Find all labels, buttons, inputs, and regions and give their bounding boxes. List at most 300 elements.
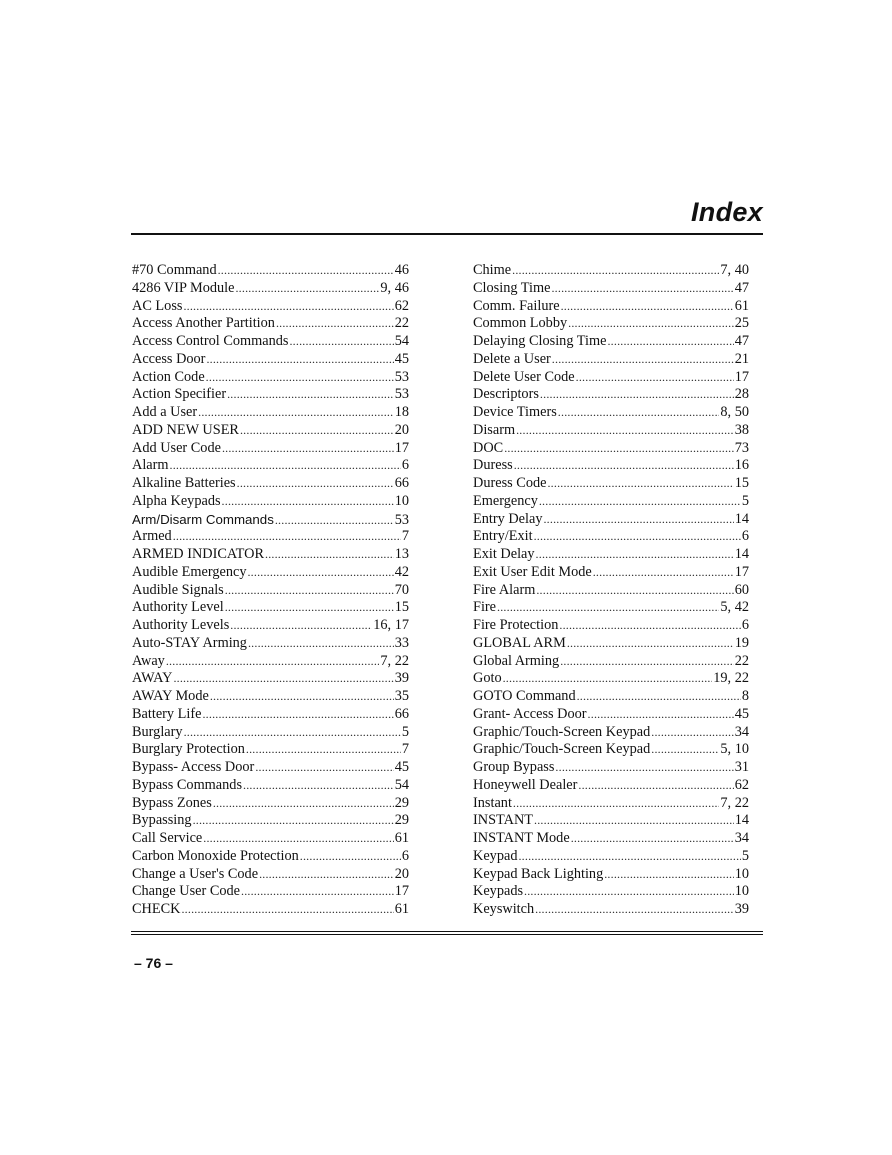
index-term: Change a User's Code: [132, 865, 259, 882]
dot-leader: [255, 759, 393, 777]
index-entry: [473, 280, 749, 298]
index-term: Change User Code: [132, 883, 240, 900]
index-page-refs: 62: [734, 776, 749, 793]
index-page-refs: 6: [401, 457, 409, 474]
index-entry: [132, 830, 409, 848]
index-entry: [473, 315, 749, 333]
index-page-refs: 15: [394, 599, 409, 616]
dot-leader: [524, 883, 734, 901]
dot-leader: [543, 511, 733, 529]
index-term: Bypassing: [132, 812, 192, 829]
dot-leader: [243, 777, 394, 795]
index-page-refs: 17: [734, 368, 749, 385]
index-column-left: [132, 262, 409, 919]
index-page-refs: 13: [394, 546, 409, 562]
index-term: Burglary: [132, 723, 183, 740]
index-term: Bypass- Access Door: [132, 759, 255, 775]
dot-leader: [539, 493, 741, 511]
index-page-refs: 38: [734, 421, 749, 438]
index-entry: [473, 422, 749, 440]
index-term: Exit Delay: [473, 546, 535, 562]
dot-leader: [259, 866, 394, 884]
dot-leader: [558, 404, 720, 422]
index-term: Authority Levels: [132, 617, 230, 633]
index-page-refs: 19: [734, 634, 749, 651]
dot-leader: [248, 635, 394, 653]
index-entry: [132, 688, 409, 706]
index-page-refs: 7: [401, 741, 409, 758]
index-entry: [132, 635, 409, 653]
index-term: ARMED INDICATOR: [132, 546, 264, 562]
index-term: Common Lobby: [473, 315, 568, 332]
dot-leader: [514, 457, 734, 475]
dot-leader: [275, 512, 394, 530]
index-entry: [473, 298, 749, 316]
index-page-refs: 28: [734, 386, 749, 403]
index-page-refs: 6: [401, 847, 409, 864]
index-term: AC Loss: [132, 297, 183, 314]
dot-leader: [198, 404, 394, 422]
index-page-refs: 54: [394, 333, 409, 349]
index-page-refs: 34: [734, 830, 749, 846]
index-term: Action Specifier: [132, 386, 227, 403]
dot-leader: [534, 812, 734, 830]
index-term: Armed: [132, 528, 172, 545]
index-page-refs: 66: [394, 705, 409, 722]
dot-leader: [536, 582, 733, 600]
dot-leader: [240, 422, 394, 440]
index-term: Delete User Code: [473, 368, 575, 385]
index-page-refs: 45: [734, 705, 749, 722]
index-entry: [473, 582, 749, 600]
index-term: Honeywell Dealer: [473, 776, 578, 793]
index-term: Alpha Keypads: [132, 492, 221, 509]
index-entry: [132, 795, 409, 813]
index-term: Duress: [473, 457, 513, 474]
index-entry: [132, 422, 409, 440]
index-entry: [473, 511, 749, 529]
dot-leader: [559, 617, 740, 635]
dot-leader: [225, 582, 394, 600]
index-entry: [132, 404, 409, 422]
dot-leader: [534, 528, 741, 546]
index-entry: [473, 440, 749, 458]
index-term: Graphic/Touch-Screen Keypad: [473, 723, 651, 740]
index-page-refs: 15: [734, 475, 749, 491]
dot-leader: [518, 848, 740, 866]
index-term: INSTANT Mode: [473, 830, 570, 846]
index-entry: [473, 599, 749, 617]
dot-leader: [651, 724, 733, 742]
dot-leader: [571, 830, 734, 848]
dot-leader: [607, 333, 733, 351]
index-entry: [473, 635, 749, 653]
index-entry: [132, 670, 409, 688]
index-entry: [132, 653, 409, 671]
index-term: Auto-STAY Arming: [132, 634, 247, 651]
index-term: ADD NEW USER: [132, 421, 239, 438]
dot-leader: [503, 670, 713, 688]
index-page-refs: 6: [741, 617, 749, 633]
index-entry: [132, 298, 409, 316]
dot-leader: [225, 599, 394, 617]
index-term: Grant- Access Door: [473, 705, 587, 722]
index-page-refs: 5, 10: [720, 741, 749, 758]
index-entry: [473, 528, 749, 546]
index-entry: [132, 901, 409, 919]
index-term: Device Timers: [473, 404, 557, 420]
index-entry: [132, 777, 409, 795]
index-entry: [132, 493, 409, 511]
index-page-refs: 6: [741, 528, 749, 545]
index-entry: [132, 759, 409, 777]
index-term: Keyswitch: [473, 901, 535, 917]
index-term: Alkaline Batteries: [132, 475, 236, 491]
dot-leader: [593, 564, 734, 582]
index-term: Battery Life: [132, 705, 202, 722]
index-page-refs: 39: [394, 670, 409, 687]
index-entry: [473, 883, 749, 901]
index-term: 4286 VIP Module: [132, 279, 235, 296]
index-entry: [132, 741, 409, 759]
dot-leader: [166, 653, 380, 671]
index-term: INSTANT: [473, 812, 534, 829]
dot-leader: [246, 741, 401, 759]
index-page-refs: 31: [734, 759, 749, 775]
index-term: Keypads: [473, 883, 524, 900]
dot-leader: [241, 883, 394, 901]
index-entry: [473, 741, 749, 759]
page-title: Index: [690, 197, 763, 227]
index-page-refs: 20: [394, 865, 409, 882]
dot-leader: [181, 901, 393, 919]
dot-leader: [173, 528, 401, 546]
index-page-refs: 8: [741, 688, 749, 704]
dot-leader: [218, 262, 394, 280]
dot-leader: [222, 440, 394, 458]
dot-leader: [230, 617, 372, 635]
index-entry: [132, 883, 409, 901]
index-entry: [132, 848, 409, 866]
index-entry: [132, 457, 409, 475]
index-entry: [132, 369, 409, 387]
dot-leader: [206, 369, 394, 387]
index-term: Goto: [473, 670, 502, 687]
index-term: Keypad Back Lighting: [473, 865, 604, 882]
index-entry: [473, 475, 749, 493]
dot-leader: [213, 795, 394, 813]
dot-leader: [651, 741, 719, 759]
index-page-refs: 18: [394, 404, 409, 420]
index-entry: [473, 386, 749, 404]
index-entry: [132, 599, 409, 617]
index-page-refs: 9, 46: [380, 279, 409, 296]
index-page-refs: 53: [394, 368, 409, 385]
index-entry: [132, 511, 409, 529]
index-page-refs: 5: [741, 492, 749, 509]
index-page-refs: 60: [734, 581, 749, 598]
index-term: Entry Delay: [473, 510, 543, 527]
index-term: DOC: [473, 439, 504, 456]
dot-leader: [289, 333, 393, 351]
index-entry: [473, 457, 749, 475]
index-term: Duress Code: [473, 475, 547, 491]
index-page-refs: 16, 17: [373, 617, 409, 633]
index-page-refs: 7, 40: [720, 262, 749, 278]
index-entry: [132, 315, 409, 333]
index-term: AWAY Mode: [132, 688, 209, 704]
index-page-refs: 29: [394, 812, 409, 829]
index-term: Access Door: [132, 350, 206, 367]
index-page-refs: 45: [394, 759, 409, 775]
dot-leader: [577, 688, 741, 706]
index-term: AWAY: [132, 670, 173, 687]
index-entry: [132, 706, 409, 724]
index-page-refs: 21: [734, 350, 749, 367]
index-entry: [473, 812, 749, 830]
footer-rule: [131, 931, 763, 935]
index-term: Chime: [473, 262, 512, 278]
index-page-refs: 73: [734, 439, 749, 456]
dot-leader: [193, 812, 394, 830]
index-term: #70 Command: [132, 262, 217, 278]
index-term: Arm/Disarm Commands: [132, 511, 274, 527]
index-term: Keypad: [473, 847, 518, 864]
index-page-refs: 39: [734, 901, 749, 917]
index-page-refs: 53: [394, 511, 409, 528]
index-entry: [473, 404, 749, 422]
index-page-refs: 19, 22: [713, 670, 749, 687]
index-page-refs: 7, 22: [720, 794, 749, 811]
index-term: Fire: [473, 599, 497, 616]
index-page-refs: 47: [734, 279, 749, 296]
index-entry: [473, 262, 749, 280]
index-entry: [132, 280, 409, 298]
dot-leader: [552, 351, 734, 369]
dot-leader: [183, 298, 393, 316]
index-entry: [473, 617, 749, 635]
index-entry: [473, 848, 749, 866]
index-entry: [132, 617, 409, 635]
index-term: Global Arming: [473, 652, 560, 669]
index-term: Add User Code: [132, 439, 221, 456]
index-page-refs: 10: [734, 883, 749, 900]
index-term: GLOBAL ARM: [473, 634, 566, 651]
index-entry: [473, 653, 749, 671]
index-page-refs: 20: [394, 421, 409, 438]
index-entry: [473, 706, 749, 724]
index-entry: [132, 262, 409, 280]
index-term: GOTO Command: [473, 688, 576, 704]
index-column-right: [473, 262, 749, 919]
index-term: Access Control Commands: [132, 333, 289, 349]
dot-leader: [210, 688, 394, 706]
index-page-refs: 42: [394, 563, 409, 580]
index-term: Graphic/Touch-Screen Keypad: [473, 741, 651, 758]
dot-leader: [170, 457, 401, 475]
index-page-refs: 17: [394, 439, 409, 456]
dot-leader: [561, 298, 734, 316]
index-term: Comm. Failure: [473, 297, 560, 314]
dot-leader: [567, 635, 734, 653]
dot-leader: [516, 422, 734, 440]
index-entry: [473, 777, 749, 795]
dot-leader: [588, 706, 734, 724]
index-term: Audible Signals: [132, 581, 224, 598]
index-page-refs: 22: [734, 652, 749, 669]
index-entry: [132, 333, 409, 351]
index-entry: [132, 386, 409, 404]
index-page-refs: 8, 50: [720, 404, 749, 420]
index-page-refs: 61: [394, 830, 409, 846]
index-entry: [132, 475, 409, 493]
index-entry: [132, 582, 409, 600]
index-page-refs: 10: [394, 492, 409, 509]
dot-leader: [504, 440, 734, 458]
index-entry: [132, 724, 409, 742]
index-page-refs: 54: [394, 776, 409, 793]
index-entry: [473, 866, 749, 884]
index-term: Bypass Zones: [132, 794, 212, 811]
index-term: Action Code: [132, 368, 205, 385]
index-page-refs: 62: [394, 297, 409, 314]
index-entry: [132, 351, 409, 369]
index-entry: [473, 795, 749, 813]
index-term: CHECK: [132, 901, 181, 917]
dot-leader: [206, 351, 393, 369]
index-page-refs: 14: [734, 510, 749, 527]
index-page-refs: 66: [394, 475, 409, 491]
index-entry: [473, 564, 749, 582]
index-term: Add a User: [132, 404, 198, 420]
index-page-refs: 29: [394, 794, 409, 811]
index-term: Emergency: [473, 492, 538, 509]
dot-leader: [604, 866, 733, 884]
index-entry: [473, 369, 749, 387]
dot-leader: [203, 830, 393, 848]
dot-leader: [535, 901, 734, 919]
index-entry: [473, 688, 749, 706]
dot-leader: [202, 706, 393, 724]
index-entry: [132, 440, 409, 458]
index-term: Descriptors: [473, 386, 539, 403]
index-term: Away: [132, 652, 165, 669]
dot-leader: [560, 653, 734, 671]
index-term: Bypass Commands: [132, 776, 243, 793]
index-entry: [473, 670, 749, 688]
index-page-refs: 46: [394, 262, 409, 278]
index-term: Burglary Protection: [132, 741, 245, 758]
index-page-refs: 16: [734, 457, 749, 474]
index-entry: [473, 724, 749, 742]
dot-leader: [568, 315, 734, 333]
index-page-refs: 47: [734, 333, 749, 349]
index-entry: [132, 546, 409, 564]
dot-leader: [222, 493, 394, 511]
index-page-refs: 34: [734, 723, 749, 740]
index-entry: [132, 564, 409, 582]
index-term: Authority Level: [132, 599, 224, 616]
index-entry: [132, 528, 409, 546]
index-entry: [473, 759, 749, 777]
dot-leader: [578, 777, 733, 795]
index-page-refs: 14: [734, 546, 749, 562]
index-term: Instant: [473, 794, 512, 811]
dot-leader: [497, 599, 719, 617]
dot-leader: [227, 386, 394, 404]
index-term: Fire Protection: [473, 617, 559, 633]
index-term: Fire Alarm: [473, 581, 536, 598]
index-entry: [473, 546, 749, 564]
index-entry: [473, 830, 749, 848]
index-term: Closing Time: [473, 279, 551, 296]
dot-leader: [173, 670, 393, 688]
dot-leader: [235, 280, 379, 298]
dot-leader: [247, 564, 393, 582]
index-page-refs: 5, 42: [720, 599, 749, 616]
index-term: Alarm: [132, 457, 169, 474]
index-term: Access Another Partition: [132, 315, 275, 332]
dot-leader: [513, 795, 719, 813]
index-page-refs: 61: [394, 901, 409, 917]
index-term: Call Service: [132, 830, 203, 846]
index-term: Delete a User: [473, 350, 551, 367]
index-entry: [473, 351, 749, 369]
dot-leader: [300, 848, 401, 866]
dot-leader: [555, 759, 733, 777]
dot-leader: [237, 475, 394, 493]
index-page-refs: 17: [394, 883, 409, 900]
index-entry: [132, 812, 409, 830]
index-term: Group Bypass: [473, 759, 555, 775]
index-page-refs: 33: [394, 634, 409, 651]
index-term: Exit User Edit Mode: [473, 563, 592, 580]
page-number: – 76 –: [134, 955, 173, 971]
index-term: Carbon Monoxide Protection: [132, 847, 299, 864]
index-page-refs: 10: [734, 865, 749, 882]
index-page-refs: 5: [741, 847, 749, 864]
index-term: Disarm: [473, 421, 516, 438]
dot-leader: [276, 315, 394, 333]
dot-leader: [576, 369, 734, 387]
index-page-refs: 25: [734, 315, 749, 332]
index-entry: [473, 493, 749, 511]
index-page-refs: 70: [394, 581, 409, 598]
index-page-refs: 61: [734, 297, 749, 314]
index-page-refs: 5: [401, 723, 409, 740]
dot-leader: [265, 546, 394, 564]
header-rule: [131, 233, 763, 235]
index-page-refs: 7, 22: [380, 652, 409, 669]
index-page-refs: 53: [394, 386, 409, 403]
index-page-refs: 22: [394, 315, 409, 332]
dot-leader: [184, 724, 401, 742]
dot-leader: [540, 386, 734, 404]
index-term: Audible Emergency: [132, 563, 247, 580]
index-page-refs: 17: [734, 563, 749, 580]
index-page-refs: 45: [394, 350, 409, 367]
index-term: Delaying Closing Time: [473, 333, 607, 349]
dot-leader: [551, 280, 733, 298]
dot-leader: [512, 262, 719, 280]
index-entry: [473, 333, 749, 351]
index-page-refs: 35: [394, 688, 409, 704]
index-entry: [473, 901, 749, 919]
index-page-refs: 7: [401, 528, 409, 545]
index-page-refs: 14: [734, 812, 749, 829]
dot-leader: [536, 546, 734, 564]
index-term: Entry/Exit: [473, 528, 533, 545]
